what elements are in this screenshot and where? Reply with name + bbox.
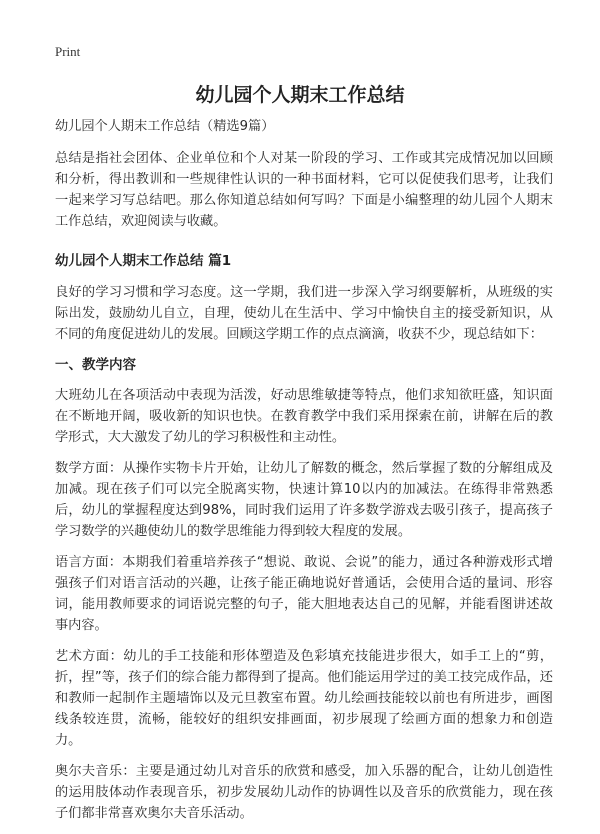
paragraph-orff-music: 奥尔夫音乐：主要是通过幼儿对音乐的欣赏和感受，加入乐器的配合，让幼儿创造性的运用肢体动作表现音乐，初步发展幼儿动作的协调性以及音乐的欣赏能力，现在孩子们都非常喜欢奥尔夫音乐活动。 bbox=[55, 764, 553, 821]
paragraph-overview: 大班幼儿在各项活动中表现为活泼，好动思维敏捷等特点，他们求知欲旺盛，知识面在不断地开阔，吸收新的知识也快。在教育教学中我们采用探索在前，讲解在后的教学形式，大大激发了幼儿的学习积极性和主动性。 bbox=[55, 388, 553, 445]
paragraph-art: 艺术方面：幼儿的手工技能和形体塑造及色彩填充技能进步很大，如手工上的“剪，折，捏”等，孩子们的综合能力都得到了提高。他们能运用学过的美工技完成作品，还和教师一起制作主题墙饰以及元旦教室布置。幼儿绘画技能较以前也有所进步，画图线条较连贯，流畅，能较好的组织安排画面，初步展现了绘画方面的想象力和创造力。 bbox=[55, 649, 553, 748]
document-body bbox=[55, 116, 553, 834]
intro-paragraph: 总结是指社会团体、企业单位和个人对某一阶段的学习、工作或其完成情况加以回顾和分析，得出教训和一些规律性认识的一种书面材料，它可以促使我们思考，让我们一起来学习写总结吧。那么你知道总结如何写吗？下面是小编整理的幼儿园个人期末工作总结，欢迎阅读与收藏。 bbox=[55, 151, 553, 229]
heading-teaching-content: 一、教学内容 bbox=[55, 357, 136, 373]
document-subtitle: 幼儿园个人期末工作总结（精选9篇） bbox=[55, 119, 275, 134]
paragraph-language: 语言方面：本期我们着重培养孩子“想说、敢说、会说”的能力，通过各种游戏形式增强孩子们对语言活动的兴趣，让孩子能正确地说好普通话，会使用合适的量词、形容词，能用教师要求的词语说完整的句子，能大胆地表达自己的见解，并能看图讲述故事内容。 bbox=[55, 555, 553, 633]
section-title: 幼儿园个人期末工作总结 篇1 bbox=[55, 253, 232, 269]
paragraph-math: 数学方面：从操作实物卡片开始，让幼儿了解数的概念，然后掌握了数的分解组成及加减。现在孩子们可以完全脱离实物，快速计算10以内的加减法。在练得非常熟悉后，幼儿的掌握程度达到98%，同时我们运用了许多数学游戏去吸引孩子，提高孩子学习数学的兴趣使幼儿的数学思维能力得到较大程度的发展。 bbox=[55, 461, 553, 539]
print-link[interactable]: Print bbox=[55, 44, 81, 59]
page-title: 幼儿园个人期末工作总结 bbox=[195, 84, 405, 106]
section-intro-paragraph: 良好的学习习惯和学习态度。这一学期，我们进一步深入学习纲要解析，从班级的实际出发，鼓励幼儿自立，自理，使幼儿在生活中、学习中愉快自主的接受新知识，从不同的角度促进幼儿的发展。回顾这学期工作的点点滴滴，收获不少，现总结如下： bbox=[55, 285, 553, 342]
